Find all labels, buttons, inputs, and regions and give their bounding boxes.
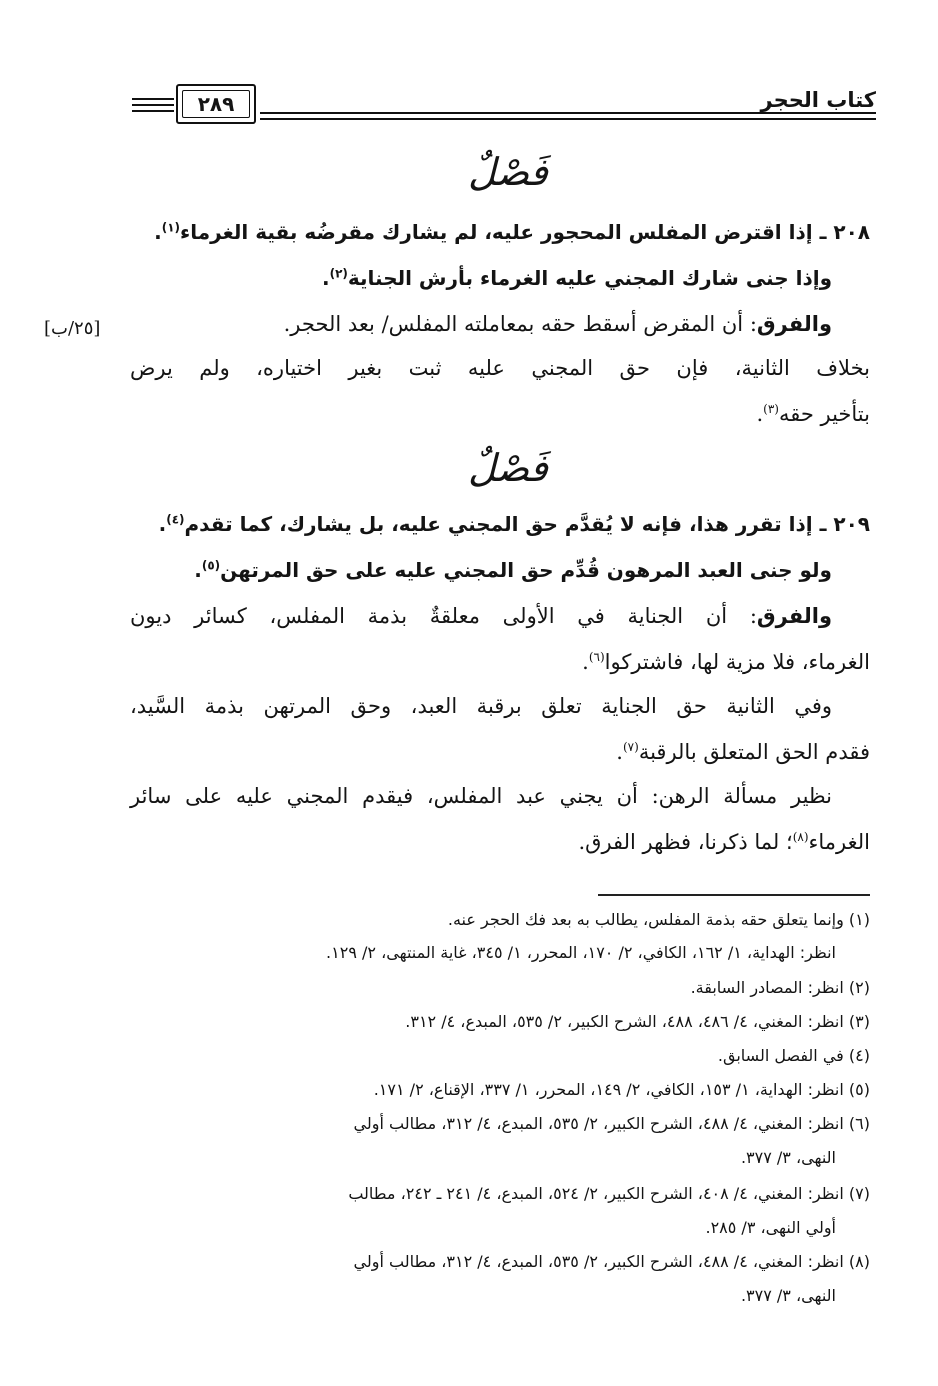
issue-209-line-7: نظير مسألة الرهن: أن يجني عبد المفلس، فيقدم المجني عليه على سائر <box>130 784 832 808</box>
footnote-6: (٦) انظر: المغني، ٤/ ٤٨٨، الشرح الكبير، ٢/ ٥٣٥، المبدع، ٤/ ٣١٢، مطالب أولي <box>353 1114 870 1133</box>
footnote-7: (٧) انظر: المغني، ٤/ ٤٠٨، الشرح الكبير، ٢/ ٥٢٤، المبدع، ٤/ ٢٤١ ـ ٢٤٢، مطالب <box>348 1184 870 1203</box>
footnote-separator <box>598 894 870 896</box>
issue-209-line-8: الغرماء$^{(٨)}$؛ لما ذكرنا، فظهر الفرق. <box>578 830 870 854</box>
running-header <box>132 84 876 124</box>
footnote-ref-4[interactable]: (٤) <box>166 512 185 527</box>
issue-209-line-5: وفي الثانية حق الجناية تعلق برقبة العبد، وحق المرتهن بذمة السَّيد، <box>130 694 832 718</box>
chapter-title: كتاب الحجر <box>760 88 876 112</box>
footnote-2: (٢) انظر: المصادر السابقة. <box>690 978 870 997</box>
header-rule-bottom <box>260 118 876 120</box>
issue-208-line-5: بتأخير حقه$^{(٣)}$. <box>756 402 870 426</box>
footnote-8: (٨) انظر: المغني، ٤/ ٤٨٨، الشرح الكبير، ٢/ ٥٣٥، المبدع، ٤/ ٣١٢، مطالب أولي <box>353 1252 870 1271</box>
issue-208-difference: والفرق: أن المقرض أسقط حقه بمعاملته المفلس/ بعد الحجر. <box>283 312 832 336</box>
footnote-ref-8[interactable]: (٨) <box>792 830 809 844</box>
footnote-ref-7[interactable]: (٧) <box>622 740 639 754</box>
footnote-3: (٣) انظر: المغني، ٤/ ٤٨٦، ٤٨٨، الشرح الكبير، ٢/ ٥٣٥، المبدع، ٤/ ٣١٢. <box>405 1012 870 1031</box>
page-number-frame <box>176 84 256 124</box>
footnote-ref-6[interactable]: (٦) <box>588 650 605 664</box>
issue-209-line-4: الغرماء، فلا مزية لها، فاشتركوا$^{(٦)}$. <box>582 650 870 674</box>
issue-209-difference: والفرق: أن الجناية في الأولى معلقةٌ بذمة المفلس، كسائر ديون <box>130 604 832 628</box>
issue-208-line-4: بخلاف الثانية، فإن حق المجني عليه ثبت بغير اختياره، ولم يرض <box>130 356 870 380</box>
issue-208-line-2: وإذا جنى شارك المجني عليه الغرماء بأرش الجناية$^{(٢)}$. <box>321 266 832 290</box>
footnote-ref-1[interactable]: (١) <box>161 220 181 235</box>
footnote-ref-5[interactable]: (٥) <box>201 558 221 573</box>
header-rule-top <box>260 112 876 114</box>
header-rule-left-3 <box>132 110 174 112</box>
header-rule-left-2 <box>132 104 174 106</box>
footnote-ref-3[interactable]: (٣) <box>763 402 779 416</box>
footnote-6-cont: النهى، ٣/ ٣٧٧. <box>740 1148 836 1167</box>
issue-209-line-2: ولو جنى العبد المرهون قُدِّم حق المجني عليه على حق المرتهن$^{(٥)}$. <box>194 558 832 582</box>
section-heading-2: فَصْلٌ <box>468 446 548 490</box>
header-rule-left-1 <box>132 98 174 100</box>
footnote-1-cont: انظر: الهداية، ١/ ١٦٢، الكافي، ٢/ ١٧٠، المحرر، ١/ ٣٤٥، غاية المنتهى، ٢/ ١٢٩. <box>326 943 836 962</box>
manuscript-folio-marker: [٢٥/ب] <box>44 318 101 339</box>
issue-208-line-1: ٢٠٨ ـ إذا اقترض المفلس المحجور عليه، لم يشارك مقرضُه بقية الغرماء$^{(١)}$. <box>154 220 870 244</box>
footnote-7-cont: أولي النهى، ٣/ ٢٨٥. <box>705 1218 836 1237</box>
footnote-1: (١) وإنما يتعلق حقه بذمة المفلس، يطالب به بعد فك الحجر عنه. <box>447 910 870 929</box>
footnote-5: (٥) انظر: الهداية، ١/ ١٥٣، الكافي، ٢/ ١٤٩، المحرر، ١/ ٣٣٧، الإقناع، ٢/ ١٧١. <box>373 1080 870 1099</box>
footnote-ref-2[interactable]: (٢) <box>329 266 348 281</box>
footnote-4: (٤) في الفصل السابق. <box>717 1046 870 1065</box>
section-heading-1: فَصْلٌ <box>468 150 548 194</box>
page-number: ٢٨٩ <box>182 90 250 118</box>
footnote-8-cont: النهى، ٣/ ٣٧٧. <box>740 1286 836 1305</box>
issue-209-line-6: فقدم الحق المتعلق بالرقبة$^{(٧)}$. <box>616 740 870 764</box>
issue-209-line-1: ٢٠٩ ـ إذا تقرر هذا، فإنه لا يُقدَّم حق المجني عليه، بل يشارك، كما تقدم$^{(٤)}$. <box>158 512 870 536</box>
